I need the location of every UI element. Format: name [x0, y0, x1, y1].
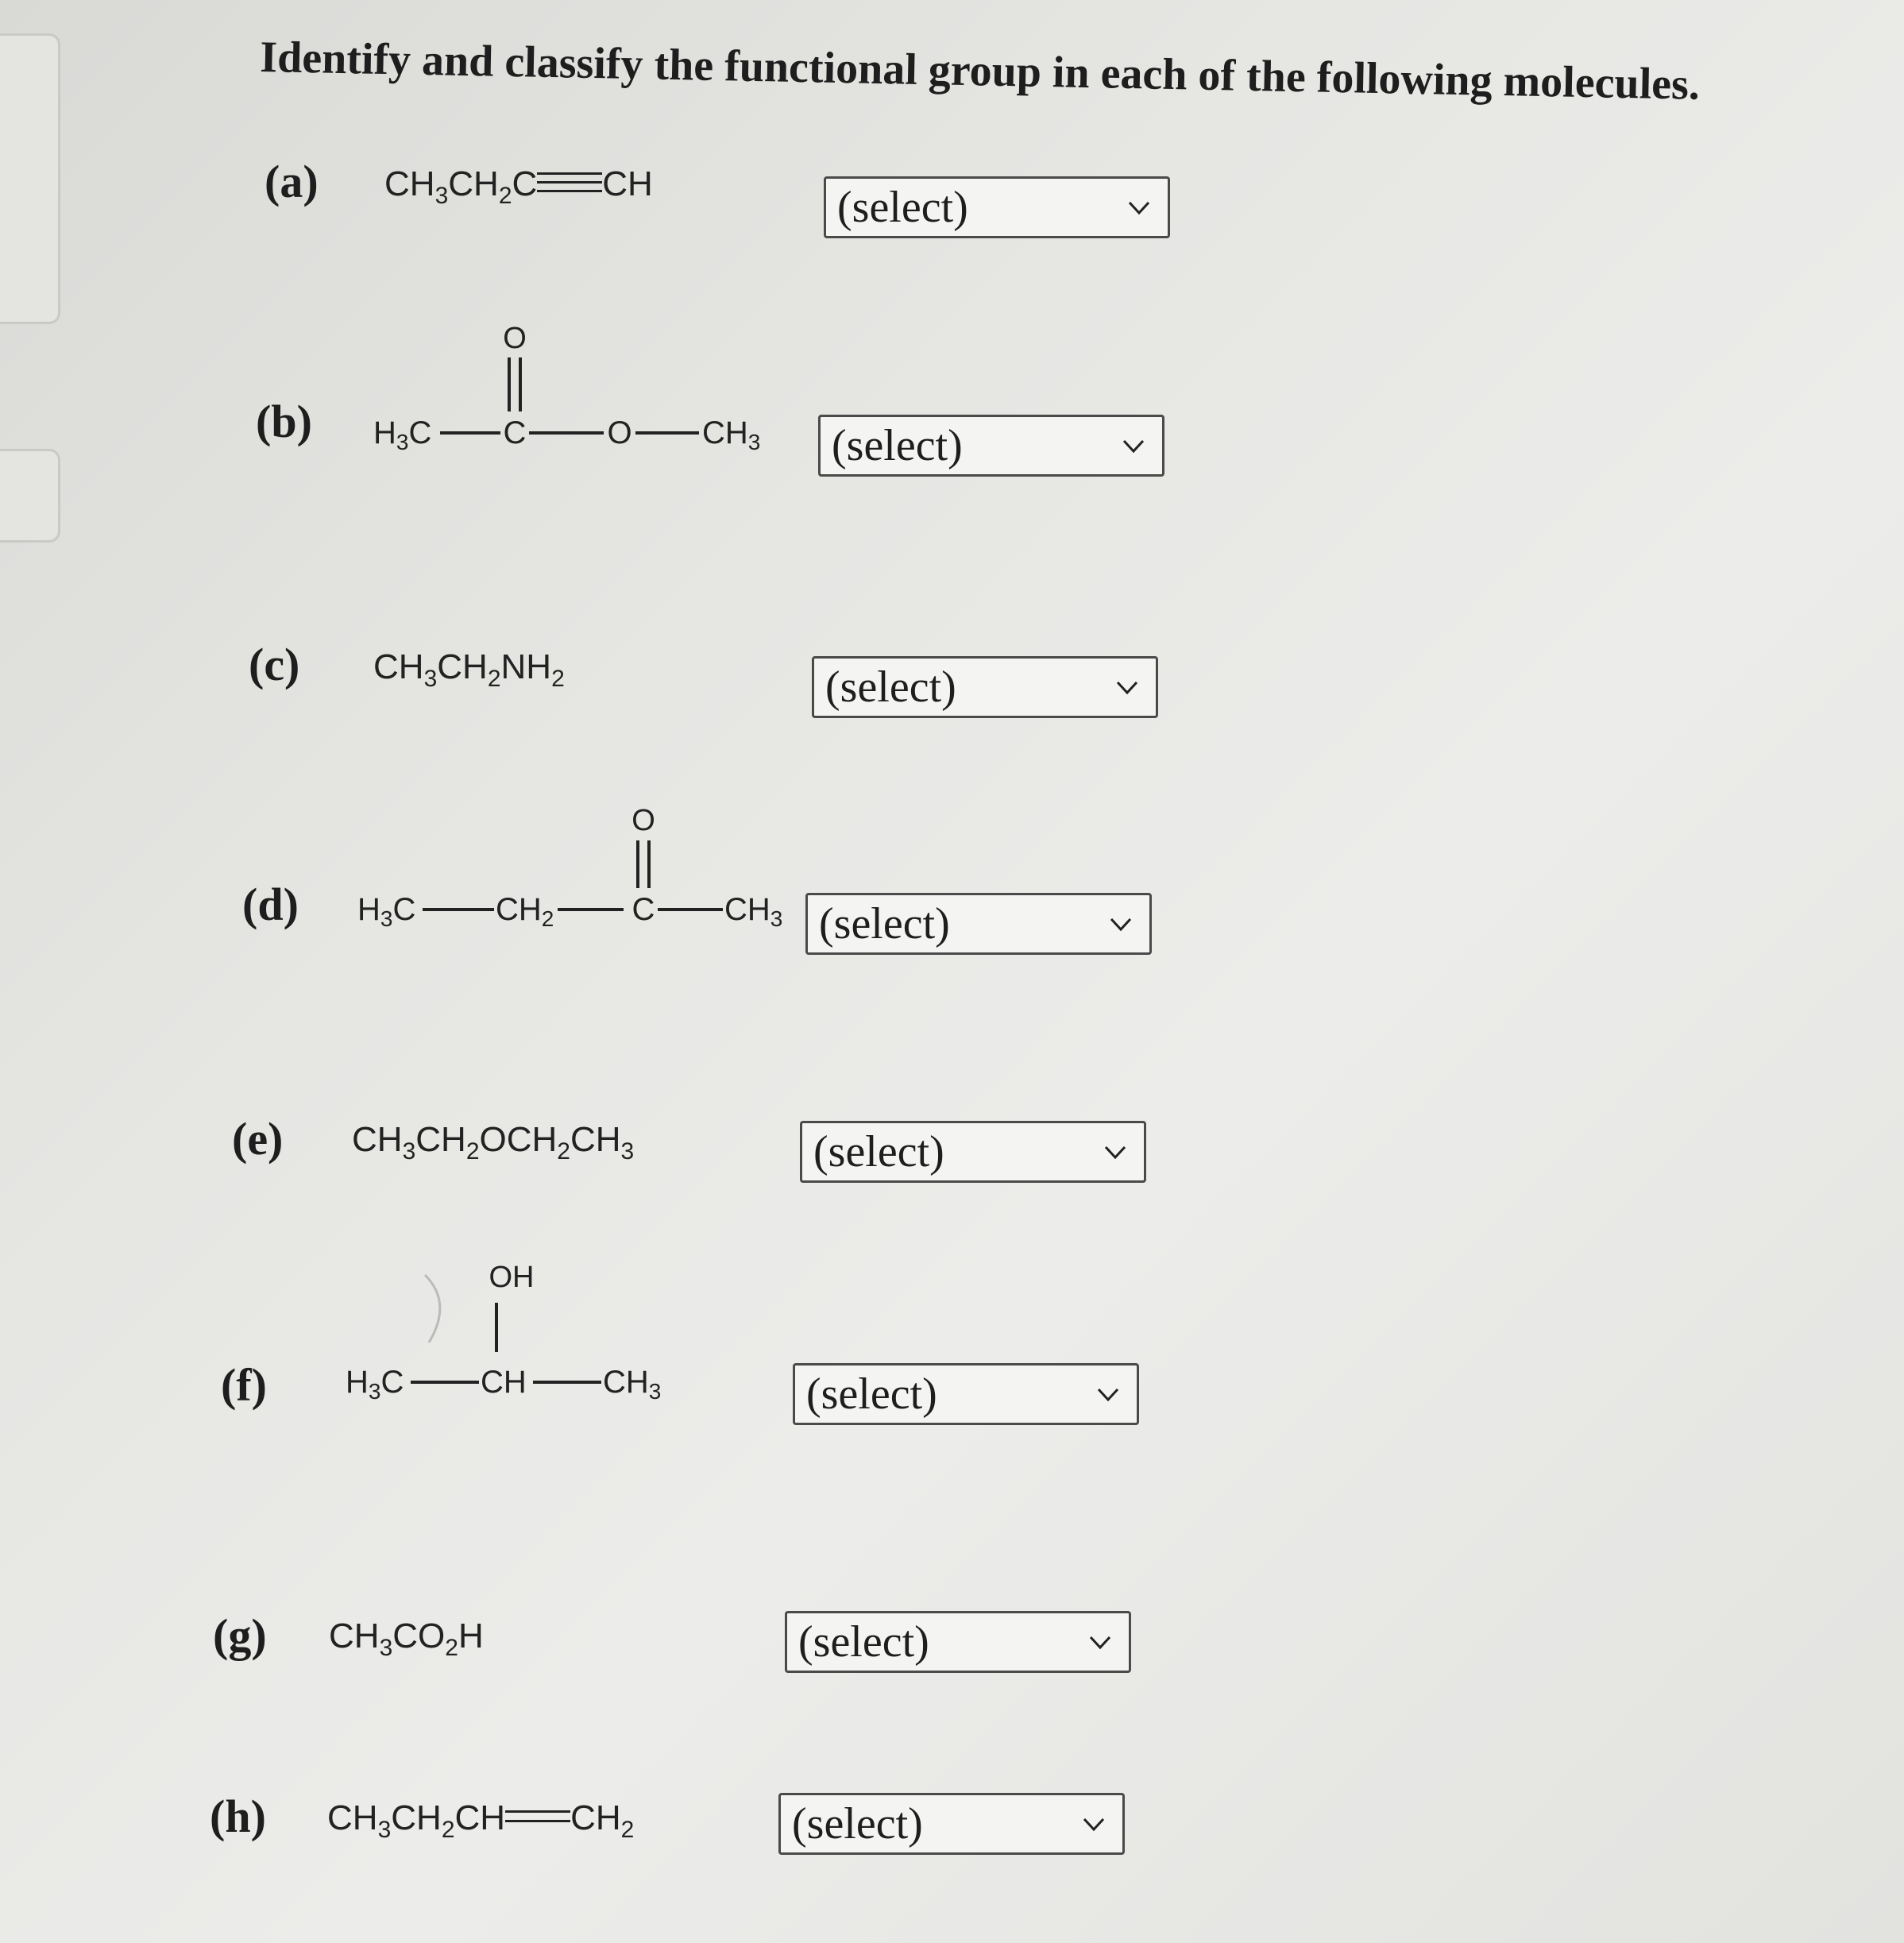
chevron-down-icon: [1078, 1808, 1110, 1840]
item-f-structure: [346, 1255, 727, 1414]
chevron-down-icon: [1084, 1626, 1116, 1658]
ink-curve: [425, 1275, 440, 1342]
item-c-formula: $CH_3CH_2NH_2$: [373, 647, 565, 692]
item-c-select[interactable]: [812, 656, 1158, 718]
chevron-down-icon: [1118, 430, 1149, 462]
item-a-select-value: (select): [837, 183, 968, 232]
triple-bond: [537, 172, 602, 193]
item-e-label: (e): [232, 1113, 284, 1165]
atom-h3c: $H_3C$: [373, 415, 432, 454]
item-d-label: (d): [242, 879, 299, 930]
item-c-select-value: (select): [825, 662, 956, 712]
chevron-down-icon: [1099, 1136, 1131, 1168]
left-panel-tab: [0, 33, 60, 324]
atom-ch2: $CH_2$: [496, 892, 554, 931]
atom-h3c: $H_3C$: [357, 892, 416, 931]
item-a-label: (a): [265, 156, 319, 207]
item-b-select[interactable]: [818, 415, 1164, 477]
item-b-structure: [373, 318, 786, 469]
item-c-label: (c): [249, 639, 300, 690]
atom-carbonyl-c: C: [503, 415, 527, 450]
item-f-select-value: (select): [806, 1369, 937, 1419]
item-f-select[interactable]: [793, 1363, 1139, 1425]
item-h-formula-tail: $CH_2$: [570, 1798, 635, 1843]
chevron-down-icon: [1092, 1378, 1124, 1410]
item-e-select[interactable]: [800, 1121, 1146, 1183]
item-e-select-value: (select): [813, 1127, 944, 1176]
item-b-label: (b): [256, 396, 312, 447]
atom-ether-o: O: [607, 415, 632, 450]
item-a-select[interactable]: [824, 176, 1170, 238]
double-bond: [505, 1810, 570, 1823]
chevron-down-icon: [1111, 671, 1143, 703]
item-h-formula: $CH_3CH_2CH$ $CH_2$: [327, 1798, 635, 1843]
item-h-select-value: (select): [792, 1799, 923, 1848]
item-e-formula: $CH_3CH_2OCH_2CH_3$: [352, 1120, 635, 1165]
item-g-select[interactable]: [785, 1611, 1131, 1673]
item-d-structure: [357, 802, 802, 953]
item-a-formula: $CH_3CH_2C$ CH: [384, 164, 653, 209]
atom-carbonyl-o: O: [503, 322, 527, 355]
item-h-label: (h): [210, 1790, 266, 1842]
chevron-down-icon: [1105, 908, 1137, 940]
atom-oh: OH: [489, 1261, 535, 1294]
atom-carbonyl-c: C: [631, 892, 655, 927]
chevron-down-icon: [1123, 191, 1155, 223]
item-g-select-value: (select): [798, 1617, 929, 1667]
item-f-label: (f): [221, 1359, 267, 1411]
atom-ch3: $CH_3$: [724, 892, 783, 931]
item-g-formula: $CH_3CO_2H$: [329, 1617, 484, 1661]
item-g-label: (g): [213, 1609, 267, 1661]
item-h-select[interactable]: [778, 1793, 1125, 1855]
question-title: Identify and classify the functional group in each of the following molecules.: [259, 32, 1701, 110]
item-d-select[interactable]: [805, 893, 1152, 955]
atom-ch3: $CH_3$: [702, 415, 761, 454]
atom-ch3: $CH_3$: [603, 1365, 662, 1404]
item-d-select-value: (select): [819, 899, 950, 948]
atom-ch: CH: [481, 1365, 527, 1400]
left-panel-tab: [0, 449, 60, 543]
atom-carbonyl-o: O: [631, 804, 655, 837]
item-b-select-value: (select): [832, 421, 963, 470]
atom-h3c: $H_3C$: [346, 1365, 404, 1404]
